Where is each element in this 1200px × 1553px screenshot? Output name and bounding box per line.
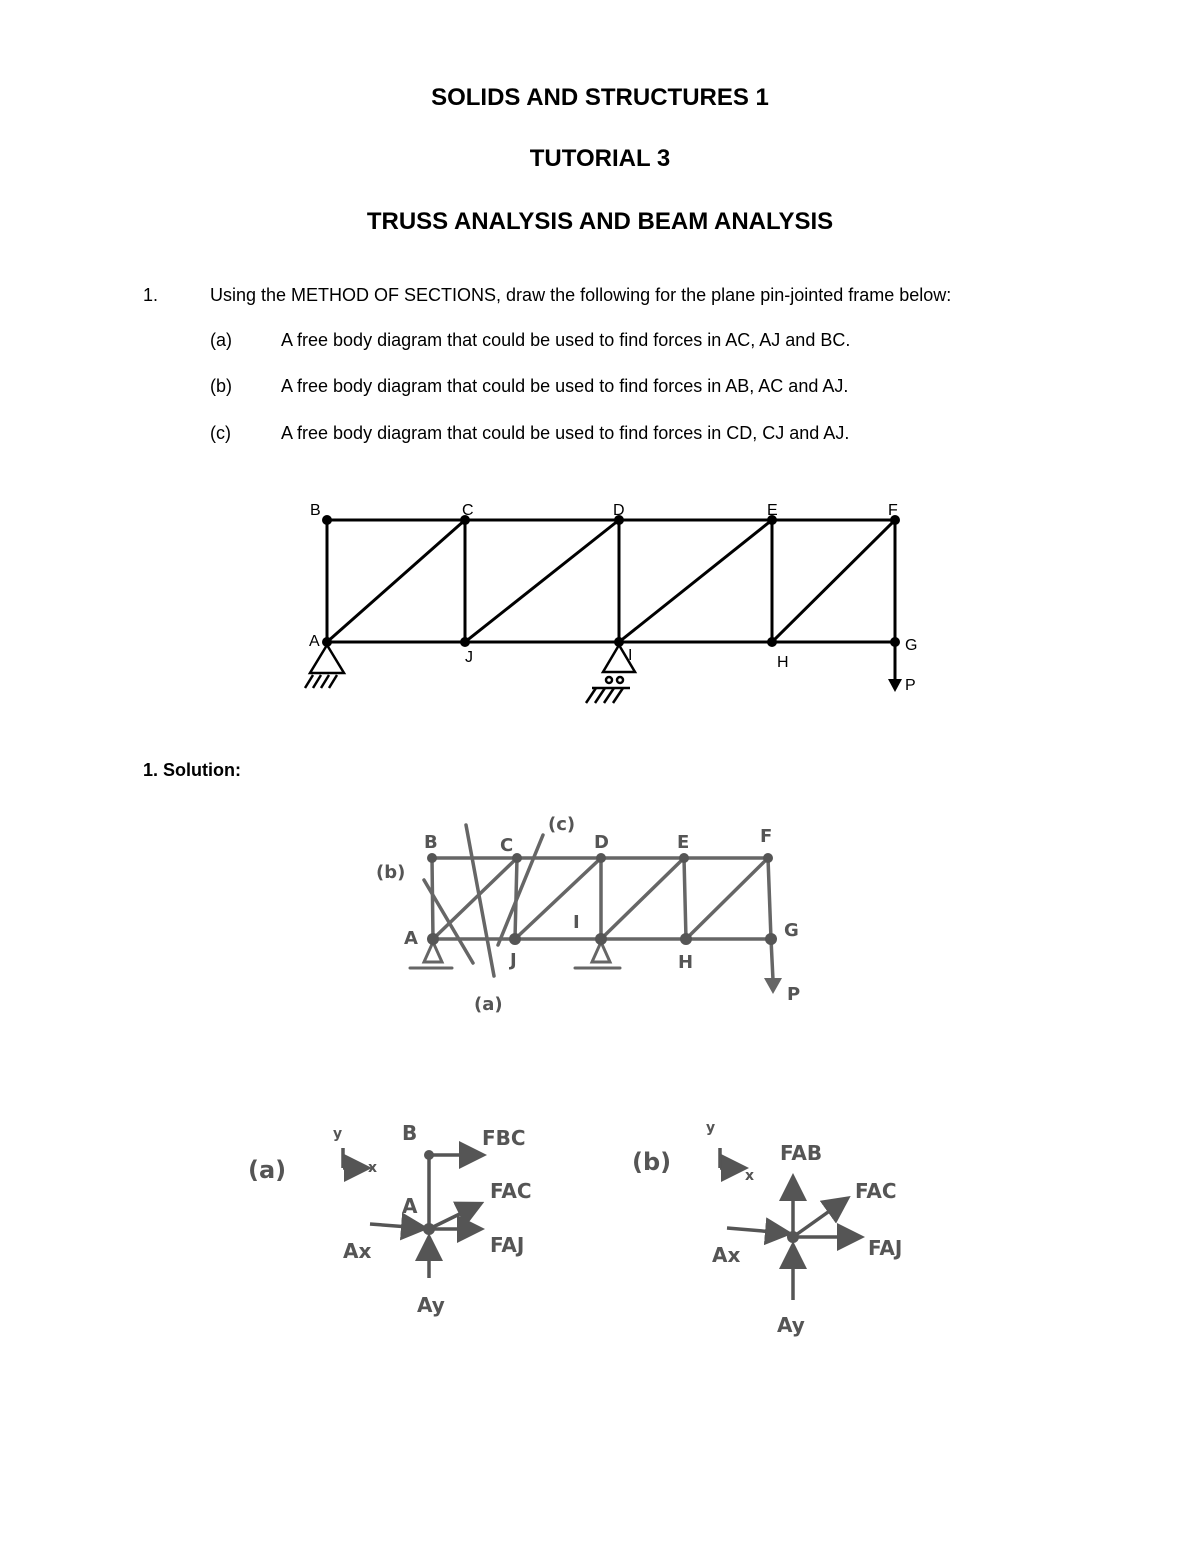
sketch-label-h: H: [678, 952, 694, 973]
sketch-label-b: B: [424, 832, 438, 853]
force-fbc: FBC: [482, 1126, 526, 1150]
fbd-a-node-b: B: [402, 1121, 418, 1145]
question-number: 1.: [143, 285, 159, 305]
node-label-c: C: [462, 502, 474, 519]
part-c-label: (c): [210, 423, 231, 443]
node-label-b: B: [310, 502, 321, 519]
force-fac: FAC: [855, 1179, 897, 1203]
pin-support-icon: [305, 645, 344, 688]
sketch-label-c: C: [500, 835, 514, 856]
axis-y-label: y: [706, 1120, 716, 1136]
sketch-cut-label-a: (a): [474, 994, 503, 1015]
solution-sketch: [376, 814, 800, 1015]
course-title: SOLIDS AND STRUCTURES 1: [431, 84, 769, 111]
load-arrow-icon: [888, 642, 902, 692]
sketch-cut-label-c: (c): [548, 814, 576, 835]
node-label-j: J: [465, 649, 473, 666]
force-ax: Ax: [343, 1239, 372, 1263]
sketch-label-e: E: [677, 832, 690, 853]
force-ay: Ay: [777, 1313, 805, 1337]
fbd-a-node-a: A: [402, 1194, 418, 1218]
sketch-label-p: P: [787, 984, 801, 1005]
force-faj: FAJ: [490, 1233, 525, 1257]
tutorial-title: TUTORIAL 3: [529, 145, 671, 172]
sketch-label-g: G: [784, 920, 799, 941]
node-label-h: H: [777, 654, 789, 671]
fbd-a-label: (a): [248, 1156, 287, 1184]
sketch-label-a: A: [404, 928, 418, 949]
sketch-label-d: D: [594, 832, 609, 853]
sketch-label-f: F: [760, 826, 773, 847]
part-b-text: A free body diagram that could be used to find forces in AB, AC and AJ.: [281, 376, 849, 396]
part-a-label: (a): [210, 330, 232, 350]
axis-x-label: x: [745, 1168, 755, 1184]
node-label-e: E: [767, 502, 778, 519]
fbd-b-label: (b): [632, 1148, 672, 1176]
node-label-d: D: [613, 502, 625, 519]
axis-y-label: y: [333, 1126, 343, 1142]
cut-line-a: [466, 825, 494, 976]
sketch-cut-label-b: (b): [376, 862, 406, 883]
node-label-f: F: [888, 502, 898, 519]
question-text: Using the METHOD OF SECTIONS, draw the following for the plane pin-jointed frame below:: [210, 285, 952, 305]
sketch-label-i: I: [573, 912, 580, 933]
part-b-label: (b): [210, 376, 232, 396]
fbd-b: [632, 1120, 902, 1337]
fbd-a: [248, 1121, 532, 1317]
load-label: P: [905, 677, 916, 694]
sketch-label-j: J: [510, 950, 517, 971]
force-fac: FAC: [490, 1179, 532, 1203]
force-fab: FAB: [780, 1141, 823, 1165]
node-label-g: G: [905, 637, 918, 654]
force-faj: FAJ: [868, 1236, 903, 1260]
part-c-text: A free body diagram that could be used to find forces in CD, CJ and AJ.: [281, 423, 850, 443]
node-label-a: A: [309, 633, 320, 650]
force-ax: Ax: [712, 1243, 741, 1267]
solution-heading: 1. Solution:: [143, 760, 241, 780]
topic-title: TRUSS ANALYSIS AND BEAM ANALYSIS: [366, 208, 834, 235]
force-ay: Ay: [417, 1293, 445, 1317]
part-a-text: A free body diagram that could be used to find forces in AC, AJ and BC.: [281, 330, 851, 350]
axis-x-label: x: [368, 1160, 378, 1176]
node-label-i: I: [628, 647, 633, 664]
